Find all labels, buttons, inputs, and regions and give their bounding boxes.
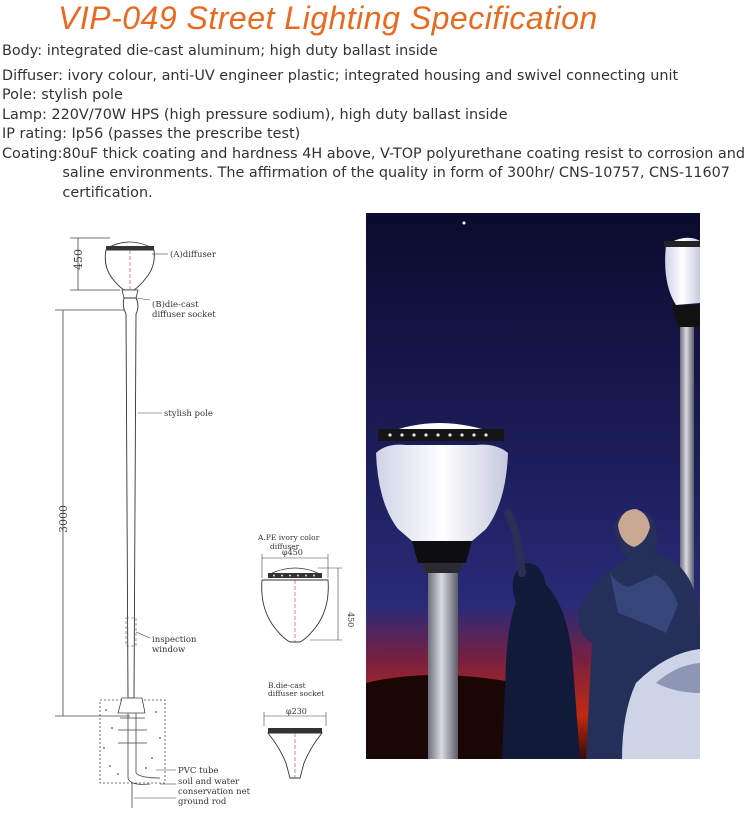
detail-a-title-2: diffuser <box>270 542 300 551</box>
spec-diffuser: Diffuser: ivory colour, anti-UV engineer plastic; integrated housing and swivel connecting unit <box>2 67 679 84</box>
dim-450-label: 450 <box>72 249 85 270</box>
spec-coating-text: 80uF thick coating and hardness 4H above, V-TOP polyurethane coating resist to corrosion and saline environments. The affirmation of the quality in form of 300hr/ CNS-10757, CNS-11607 certification. <box>62 145 745 201</box>
page-title: VIP-049 Street Lighting Specification <box>58 0 598 36</box>
label-ground: ground rod <box>178 797 227 807</box>
spec-list <box>2 42 750 203</box>
label-socket-1: (B)die-cast <box>152 300 199 310</box>
detail-b-diameter: φ230 <box>286 707 307 716</box>
label-inspection-2: window <box>152 645 186 655</box>
spec-body: Body: integrated die-cast aluminum; high duty ballast inside <box>2 43 438 59</box>
technical-drawing <box>0 218 360 814</box>
spec-ip: IP rating: Ip56 (passes the prescribe test) <box>2 126 301 142</box>
label-soil-2: conservation net <box>178 787 251 797</box>
detail-a-title-1: A.PE ivory color <box>258 533 320 542</box>
detail-b-title-2: diffuser socket <box>268 689 325 698</box>
spec-coating-label: Coating: <box>2 145 63 162</box>
dim-3000-label: 3000 <box>57 505 70 533</box>
detail-b-title-1: B.die-cast <box>268 681 306 690</box>
label-socket-2: diffuser socket <box>152 310 216 320</box>
label-soil-1: soil and water <box>178 777 240 787</box>
detail-a-diameter: φ450 <box>282 548 303 557</box>
label-pole: stylish pole <box>164 409 213 419</box>
detail-a-height: 450 <box>346 612 355 628</box>
spec-pole: Pole: stylish pole <box>2 87 123 103</box>
spec-coating <box>2 145 750 204</box>
label-diffuser: (A)diffuser <box>170 250 216 260</box>
label-pvc: PVC tube <box>178 766 219 776</box>
label-inspection-1: inspection <box>152 635 197 645</box>
night-photo <box>366 213 700 759</box>
spec-lamp: Lamp: 220V/70W HPS (high pressure sodium), high duty ballast inside <box>2 106 508 123</box>
